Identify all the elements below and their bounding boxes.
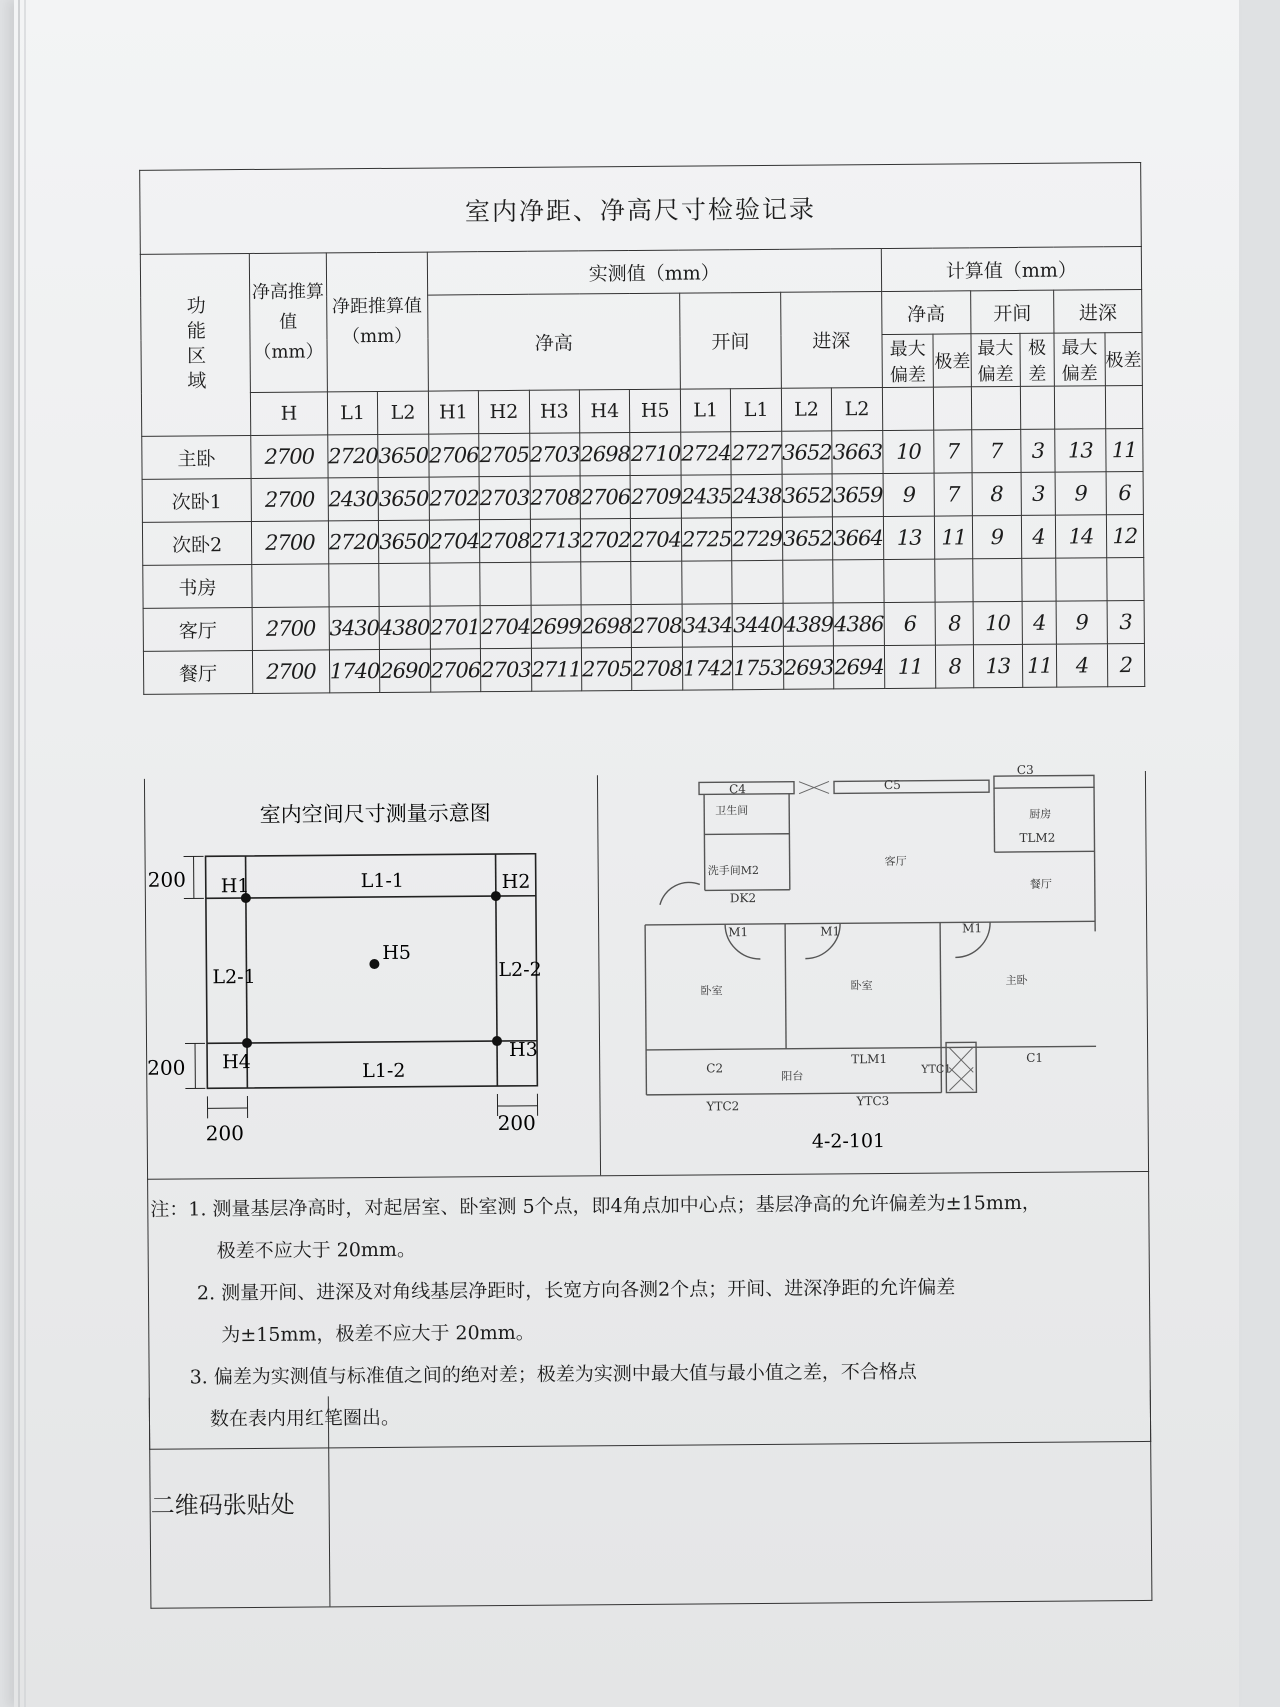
table-cell <box>732 560 783 603</box>
dim-200-top: 200 <box>147 867 187 892</box>
plan-label: 阳台 <box>781 1069 804 1083</box>
table-cell: 2708 <box>480 519 531 562</box>
table-cell: 2702 <box>429 477 480 520</box>
table-cell: 7 <box>934 430 972 473</box>
table-cell: 2705 <box>479 433 530 476</box>
plan-label: M1 <box>962 921 983 936</box>
dim-200-mid: 200 <box>147 1055 186 1080</box>
table-cell: 2701 <box>430 606 481 649</box>
table-cell: 3652 <box>782 474 833 517</box>
header-range: 极差 <box>1020 333 1055 386</box>
table-cell: 3650 <box>378 477 429 520</box>
table-cell: 12 <box>1106 514 1144 557</box>
header-max-dev: 最大偏差 <box>882 334 934 387</box>
table-cell: 2708 <box>632 604 683 647</box>
header-net-height: 净高 <box>427 293 680 391</box>
table-cell: 4 <box>1057 644 1108 687</box>
table-cell <box>530 562 581 605</box>
qr-section <box>149 1390 1153 1609</box>
plan-label: C4 <box>728 782 746 797</box>
table-cell: 2698 <box>581 604 632 647</box>
line-top <box>206 896 536 899</box>
plan-label: DK2 <box>729 891 757 906</box>
table-cell <box>1106 557 1144 600</box>
table-cell <box>883 559 935 602</box>
table-cell: 2725 <box>681 518 732 561</box>
header-range: 极差 <box>933 334 971 387</box>
row-area: 餐厅 <box>143 650 252 694</box>
plan-label: M1 <box>820 924 841 939</box>
plan-label: 厨房 <box>1029 807 1052 821</box>
table-cell <box>480 562 531 605</box>
col-header: L2 <box>832 388 883 431</box>
table-cell: 2708 <box>530 476 581 519</box>
table-cell: 7 <box>935 473 973 516</box>
table-cell <box>1021 558 1056 601</box>
header-depth: 进深 <box>780 292 882 389</box>
table-cell <box>783 560 834 603</box>
line-right <box>496 854 498 1086</box>
table-cell: 2706 <box>430 649 481 692</box>
table-cell: 1742 <box>682 647 733 690</box>
table-cell: 2703 <box>481 648 532 691</box>
qr-label: 二维码张贴处 <box>150 1396 331 1607</box>
table-cell: 2706 <box>428 434 479 477</box>
col-header: L1 <box>680 389 731 432</box>
table-cell: 2724 <box>681 432 732 475</box>
table-cell: 3652 <box>782 431 833 474</box>
table-cell: 2700 <box>252 650 329 694</box>
table-cell: 2700 <box>251 478 328 522</box>
table-cell <box>1056 558 1107 601</box>
table-cell: 4389 <box>783 603 834 646</box>
plan-label: 餐厅 <box>1029 877 1052 891</box>
table-cell: 9 <box>1055 472 1106 515</box>
table-cell: 2720 <box>328 520 379 563</box>
plan-label: 洗手间M2 <box>707 863 759 878</box>
table-cell: 2699 <box>531 605 582 648</box>
plan-label: TLM1 <box>851 1051 888 1067</box>
table-cell: 2709 <box>631 475 682 518</box>
table-cell: 9 <box>1056 601 1107 644</box>
table-cell: 2693 <box>783 646 834 689</box>
table-cell: 2704 <box>480 605 531 648</box>
header-bay: 开间 <box>680 292 782 389</box>
table-cell: 4 <box>1021 515 1056 558</box>
row-area: 书房 <box>143 564 252 608</box>
header-area: 功能区域 <box>140 253 250 436</box>
table-cell: 2700 <box>251 435 328 479</box>
row-area: 次卧2 <box>142 521 251 565</box>
table-cell: 2700 <box>252 607 329 651</box>
paper-edge <box>18 0 20 1707</box>
diagram-title: 室内空间尺寸测量示意图 <box>259 801 491 827</box>
plan-label: 主卧 <box>1005 973 1028 988</box>
table-cell: 13 <box>883 516 935 559</box>
table-row <box>143 643 1144 694</box>
table-cell: 8 <box>936 645 974 688</box>
col-header: H3 <box>529 390 580 433</box>
table-cell: 2713 <box>530 519 581 562</box>
label-l1-2: L1-2 <box>362 1059 406 1083</box>
table-cell: 4380 <box>379 606 430 649</box>
floor-plan <box>599 762 1147 1173</box>
record-table <box>140 246 1145 695</box>
table-cell: 7 <box>972 429 1021 472</box>
plan-label: YTC1 <box>921 1062 952 1076</box>
plan-label: 卫生间 <box>715 804 749 818</box>
table-cell <box>581 561 632 604</box>
note-line: 3. 偏差为实测值与标准值之间的绝对差；极差为实测中最大值与最小值之差，不合格点 <box>189 1360 917 1389</box>
plan-labels <box>699 763 1058 1114</box>
point-h2 <box>491 891 501 901</box>
plan-label: C2 <box>706 1061 724 1076</box>
header-range-spacer <box>934 387 972 430</box>
doc-title: 室内净距、净高尺寸检验记录 <box>139 162 1142 255</box>
table-cell: 10 <box>882 430 934 473</box>
row-area: 客厅 <box>143 607 252 651</box>
header-max-dev-spacer <box>971 386 1020 429</box>
header-c-bay: 开间 <box>971 290 1055 334</box>
diagram-section <box>144 762 1149 1180</box>
table-cell: 2430 <box>328 477 379 520</box>
record-rows <box>142 428 1145 694</box>
header-c-depth: 进深 <box>1054 289 1142 333</box>
plan-label: 客厅 <box>884 854 907 869</box>
table-cell: 3650 <box>378 434 429 477</box>
row-area: 主卧 <box>142 435 251 479</box>
table-cell: 3440 <box>732 603 783 646</box>
form-frame <box>119 142 1201 1620</box>
plan-label: 卧室 <box>850 979 873 993</box>
table-cell: 2706 <box>580 475 631 518</box>
line-bottom <box>207 1041 537 1044</box>
header-computed: 计算值（mm） <box>881 246 1142 291</box>
header-range: 极差 <box>1105 332 1143 385</box>
table-cell: 3650 <box>379 520 430 563</box>
note-line: 极差不应大于 20mm。 <box>216 1238 416 1263</box>
table-cell: 2720 <box>328 434 379 477</box>
table-cell: 2704 <box>631 518 682 561</box>
row-area: 次卧1 <box>142 478 251 522</box>
table-cell: 4 <box>1022 601 1057 644</box>
table-cell: 9 <box>883 473 935 516</box>
label-h5: H5 <box>382 941 412 964</box>
header-c-net-height: 净高 <box>881 291 970 335</box>
table-cell: 11 <box>884 645 936 688</box>
plan-label: YTC3 <box>856 1093 890 1109</box>
plan-label: C5 <box>883 777 901 793</box>
table-cell: 2710 <box>630 432 681 475</box>
table-cell: 3652 <box>782 517 833 560</box>
header-max-dev-spacer <box>882 387 934 430</box>
point-h5 <box>369 959 379 969</box>
table-cell: 8 <box>972 472 1021 515</box>
note-line: 2. 测量开间、进深及对角线基层净距时，长宽方向各测2个点；开间、进深净距的允许偏差 <box>196 1276 956 1305</box>
table-cell: 8 <box>936 602 974 645</box>
table-cell <box>682 561 733 604</box>
table-cell: 1740 <box>329 649 380 692</box>
table-cell <box>252 564 329 608</box>
table-cell: 2705 <box>581 647 632 690</box>
table-cell: 3434 <box>682 604 733 647</box>
label-h3: H3 <box>508 1038 538 1061</box>
table-cell: 3663 <box>832 431 883 474</box>
table-cell <box>329 563 380 606</box>
table-cell: 3430 <box>329 606 380 649</box>
col-header: H5 <box>630 389 681 432</box>
table-cell: 2438 <box>731 474 782 517</box>
table-cell: 2729 <box>732 517 783 560</box>
table-cell: 6 <box>1106 471 1144 514</box>
col-header: H2 <box>479 390 530 433</box>
col-header: L2 <box>378 391 429 434</box>
measurement-diagram <box>145 775 600 1149</box>
table-cell <box>935 559 973 602</box>
header-max-dev-spacer <box>1055 386 1106 429</box>
table-cell: 13 <box>1055 429 1106 472</box>
col-header: H1 <box>428 391 479 434</box>
table-cell: 11 <box>935 516 973 559</box>
table-cell: 2694 <box>834 646 885 689</box>
plan-label: C1 <box>1026 1050 1044 1065</box>
point-h4 <box>242 1038 252 1048</box>
table-cell: 11 <box>1105 428 1143 471</box>
table-cell: 2 <box>1107 643 1145 686</box>
table-cell: 3 <box>1107 600 1145 643</box>
table-cell: 6 <box>884 602 936 645</box>
table-cell <box>833 560 884 603</box>
table-cell: 9 <box>972 515 1021 558</box>
table-cell <box>973 558 1022 601</box>
table-cell: 3659 <box>832 474 883 517</box>
col-header: H <box>250 392 327 436</box>
col-header: L1 <box>731 388 782 431</box>
plan-label: YTC2 <box>706 1099 740 1114</box>
table-cell: 2702 <box>580 518 631 561</box>
table-cell: 2704 <box>429 520 480 563</box>
table-cell: 2703 <box>529 433 580 476</box>
header-range-spacer <box>1020 386 1055 429</box>
header-range-spacer <box>1105 385 1143 428</box>
header-l-calc: 净距推算值（mm） <box>326 252 428 392</box>
table-cell: 3 <box>1020 429 1055 472</box>
table-cell: 2727 <box>731 431 782 474</box>
table-cell: 2708 <box>632 647 683 690</box>
table-cell <box>429 563 480 606</box>
label-l2-1: L2-1 <box>212 965 256 989</box>
table-cell: 2703 <box>479 476 530 519</box>
label-h4: H4 <box>222 1050 251 1074</box>
label-h1: H1 <box>220 874 250 898</box>
table-cell: 3664 <box>833 517 884 560</box>
label-h2: H2 <box>501 870 531 894</box>
header-max-dev: 最大偏差 <box>1054 333 1105 386</box>
table-cell: 2435 <box>681 475 732 518</box>
header-measured: 实测值（mm） <box>427 249 881 296</box>
plan-label: C3 <box>1016 762 1034 777</box>
note-line: 为±15mm，极差不应大于 20mm。 <box>221 1321 535 1347</box>
note-line: 注：1. 测量基层净高时，对起居室、卧室测 5个点，即4角点加中心点；基层净高的允许偏差为±15mm， <box>150 1191 1041 1221</box>
table-cell: 11 <box>1022 644 1057 687</box>
label-l1-1: L1-1 <box>360 869 405 893</box>
table-cell: 1753 <box>733 646 784 689</box>
col-header: H4 <box>579 389 630 432</box>
table-cell <box>379 563 430 606</box>
paper-sheet <box>14 0 1239 1707</box>
col-header: L2 <box>781 388 832 431</box>
plan-label: M1 <box>728 925 749 940</box>
table-cell: 10 <box>973 601 1022 644</box>
paper-edge <box>24 0 26 1707</box>
table-cell: 2700 <box>251 521 328 565</box>
col-header: L1 <box>327 391 378 434</box>
label-l2-2: L2-2 <box>498 958 542 982</box>
table-cell: 14 <box>1056 515 1107 558</box>
header-max-dev: 最大偏差 <box>971 333 1020 386</box>
table-cell: 3 <box>1021 472 1056 515</box>
table-cell: 2690 <box>380 649 431 692</box>
point-h3 <box>492 1036 502 1046</box>
header-h-calc: 净高推算值（mm） <box>249 253 327 393</box>
table-cell <box>631 561 682 604</box>
plan-caption: 4-2-101 <box>811 1130 886 1153</box>
plan-label: TLM2 <box>1019 830 1056 845</box>
table-cell: 2698 <box>580 432 631 475</box>
plan-label: 卧室 <box>700 984 723 998</box>
table-cell: 2711 <box>531 648 582 691</box>
dim-200-bl: 200 <box>205 1121 245 1146</box>
table-cell: 4386 <box>833 603 884 646</box>
table-cell: 13 <box>973 644 1022 687</box>
note-line: 数在表内用红笔圈出。 <box>209 1406 401 1431</box>
dim-200-br: 200 <box>497 1110 536 1136</box>
